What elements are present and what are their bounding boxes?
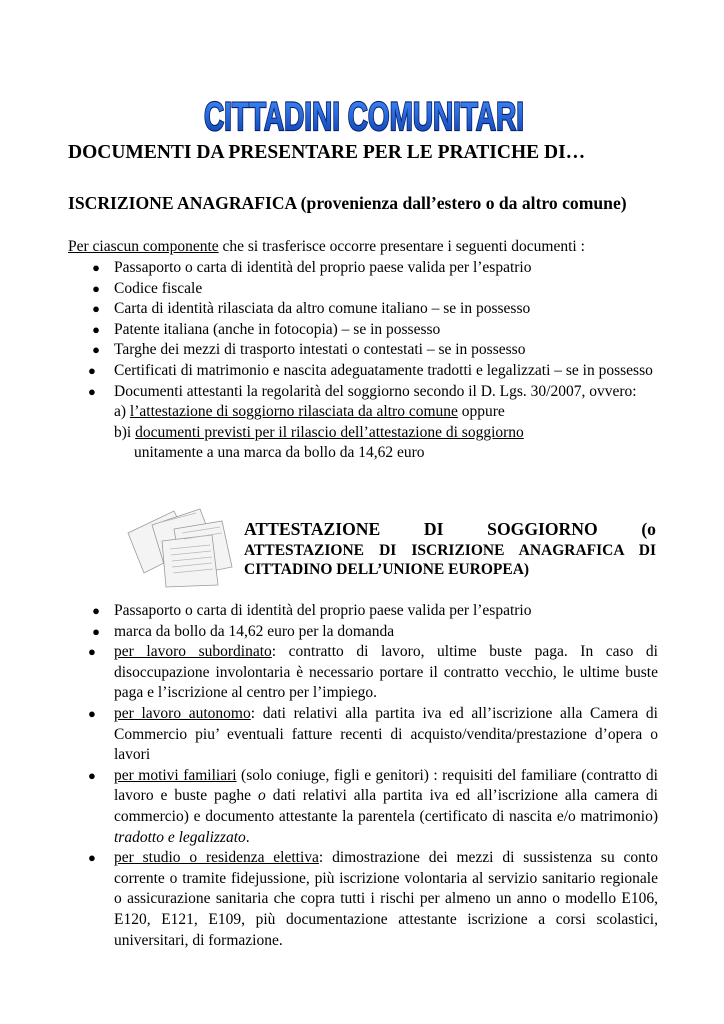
attestazione-subtitle: ATTESTAZIONE DI ISCRIZIONE ANAGRAFICA DI CITTADINO DELL’UNIONE EUROPEA) <box>244 542 656 578</box>
bullet-icon: ● <box>88 705 96 721</box>
list-item: ● Carta di identità rilasciata da altro comune italiano – se in possesso <box>68 299 658 320</box>
list-item: ● Patente italiana (anche in fotocopia) – se in possesso <box>68 320 658 341</box>
list-item: ● per lavoro subordinato: contratto di lavoro, ultime buste paga. In caso di disoccupazione involontaria è necessario portare il contratto vecchio, le ultime buste paga e l’iscrizione al centro per l’impiego. <box>88 643 658 702</box>
list-item: ● per lavoro autonomo: dati relativi alla partita iva ed all’iscrizione alla Camera di Commercio piu’ eventuali fatture recenti di acquisto/vendita/prestazione d’opera o lavori <box>88 704 658 764</box>
intro-underlined: Per ciascun componente <box>68 238 219 255</box>
sub-item-a: a) l’attestazione di soggiorno rilasciata da altro comune oppure <box>114 403 505 421</box>
intro-rest: che si trasferisce occorre presentare i seguenti documenti : <box>218 238 585 255</box>
list-item: ● Passaporto o carta di identità del proprio paese valida per l’espatrio <box>68 601 658 622</box>
list-item: ● marca da bollo da 14,62 euro per la domanda <box>68 622 658 643</box>
bullet-icon: ● <box>88 644 96 660</box>
bullet-icon: ● <box>88 383 96 399</box>
bullet-icon: ● <box>92 623 100 639</box>
sub-item-b-continuation: unitamente a una marca da bollo da 14,62 euro <box>134 444 425 462</box>
section-heading-iscrizione: ISCRIZIONE ANAGRAFICA (provenienza dall’estero o da altro comune) <box>68 193 627 213</box>
bullet-icon: ● <box>92 301 100 317</box>
attestazione-document-list <box>68 601 658 951</box>
list-item: ● Passaporto o carta di identità del proprio paese valida per l’espatrio <box>68 258 658 279</box>
list-item: ● Codice fiscale <box>68 279 658 300</box>
bullet-icon: ● <box>92 603 100 618</box>
bullet-icon: ● <box>92 342 100 358</box>
list-item: ● per motivi familiari (solo coniuge, figli e genitori) : requisiti del familiare (contratto di lavoro e buste paghe o dati relativi alla partita iva ed all’iscrizione alla camera di commercio) e documento attestante la parentela (certificato di nascita e/o matrimonio) tradotto e legalizzato. <box>88 766 658 846</box>
attestazione-title: ATTESTAZIONE DI SOGGIORNO (o <box>244 519 656 539</box>
bullet-icon: ● <box>88 362 96 378</box>
banner-text: CITTADINI COMUNITARI <box>204 95 524 139</box>
bullet-icon: ● <box>92 280 100 296</box>
bullet-icon: ● <box>88 767 96 783</box>
documents-icon <box>122 505 240 589</box>
bullet-icon: ● <box>88 850 96 866</box>
list-item: ● Targhe dei mezzi di trasporto intestati o contestati – se in possesso <box>68 340 658 361</box>
list-item: ● Documenti attestanti la regolarità del soggiorno secondo il D. Lgs. 30/2007, ovvero: a) l’attestazione di soggiorno rilasciata da altro comune oppure b)i documenti previsti per il rilascio dell’attestazione di soggiorno unitamente a una marca da bollo da 14,62 euro <box>68 382 658 464</box>
intro-text <box>68 237 668 258</box>
iscrizione-document-list <box>68 258 658 464</box>
page-title: DOCUMENTI DA PRESENTARE PER LE PRATICHE DI… <box>68 142 586 163</box>
list-item: ● Certificati di matrimonio e nascita adeguatamente tradotti e legalizzati – se in possesso <box>68 361 658 382</box>
sub-item-b: b)i documenti previsti per il rilascio dell’attestazione di soggiorno <box>114 423 524 441</box>
banner-wordart <box>196 76 532 148</box>
bullet-icon: ● <box>92 260 100 275</box>
bullet-icon: ● <box>92 321 100 337</box>
list-item: ● per studio o residenza elettiva: dimostrazione dei mezzi di sussistenza su conto corrente o tramite fidejussione, più iscrizione volontaria al servizio sanitario regionale o assicurazione sanitaria che copra tutti i rischi per almeno un anno o modello E106, E120, E121, E109, più documentazione attestante iscrizione a corsi scolastici, universitari, di formazione. <box>88 849 658 949</box>
